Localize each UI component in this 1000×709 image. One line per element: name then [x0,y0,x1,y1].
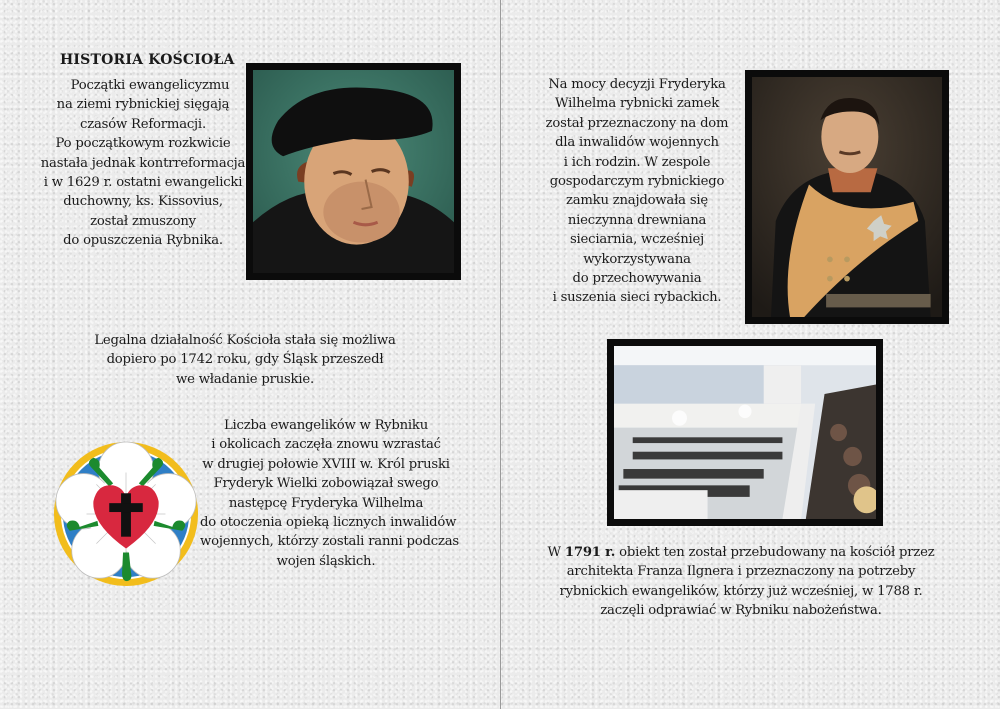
text-line: na ziemi rybnickiej sięgają [56,97,230,113]
text-line: nieczynna drewniana [567,212,707,228]
text-line: czasów Reformacji. [80,116,206,132]
rebuild-paragraph [531,543,951,621]
text-line: duchowny, ks. Kissovius, [63,194,223,210]
text-line: do opuszczenia Rybnika. [63,233,223,249]
right-page [501,0,1000,709]
text-line: w drugiej połowie XVIII w. Król pruski [202,456,450,472]
text-prefix: W [547,545,565,560]
text-line: zaczęli odprawiać w Rybniku nabożeństwa. [600,603,882,619]
decision-paragraph [531,75,743,308]
text-line: dla inwalidów wojennych [555,135,719,151]
section-title: HISTORIA KOŚCIOŁA [60,52,235,68]
text-line: nastała jednak kontrreformacja [40,155,246,171]
text-line: do przechowywania [572,271,702,287]
luther-rose-emblem [52,440,200,588]
text-line: Fryderyk Wielki zobowiązał swego [213,476,439,492]
text-line: architekta Franza Ilgnera i przeznaczony na potrzeby [566,564,916,580]
text-line: rybnickich ewangelików, którzy już wcześniej, w 1788 r. [559,583,923,599]
text-rest: obiekt ten został przebudowany na kościół przez [615,545,935,560]
text-line: gospodarczym rybnickiego [549,174,725,190]
portrait-frederick-william [745,70,949,324]
growth-paragraph [200,416,459,571]
text-line: wojennych, którzy zostali ranni podczas [200,534,459,550]
portrait-luther [246,63,461,280]
text-line: i w 1629 r. ostatni ewangelicki [43,175,243,191]
text-line: zamku znajdowała się [565,193,709,209]
text-line: Po początkowym rozkwicie [55,136,231,152]
text-line: dopiero po 1742 roku, gdy Śląsk przeszedł [106,352,384,368]
portrait-luther-image [253,70,454,273]
text-line: Liczba ewangelików w Rybniku [223,418,428,433]
text-line: wojen śląskich. [276,553,376,569]
text-line: następcę Fryderyka Wilhelma [228,495,424,511]
text-line: do otoczenia opieką licznych inwalidów [200,515,457,531]
portrait-frederick-image [752,77,942,317]
text-line: Początki ewangelicyzmu [70,78,230,93]
text-line: i ich rodzin. W zespole [563,154,711,170]
text-line: Na mocy decyzji Fryderyka [548,77,726,92]
text-line: sieciarnia, wcześniej [569,232,705,248]
text-line [531,543,951,562]
church-interior-photo [607,339,883,526]
year-highlight: 1791 r. [564,545,616,560]
legal-paragraph [90,331,400,389]
text-line: Legalna działalność Kościoła stała się możliwa [94,333,396,348]
text-line: we władanie pruskie. [176,371,314,387]
text-line: został zmuszony [90,213,196,229]
intro-paragraph [38,76,248,251]
text-line: został przeznaczony na dom [545,115,729,131]
text-line: i okolicach zaczęła znowu wzrastać [211,437,441,453]
text-line: Wilhelma rybnicki zamek [554,96,720,112]
text-line: i suszenia sieci rybackich. [552,290,722,306]
text-line: wykorzystywana [583,251,691,267]
luther-rose-icon [52,440,200,588]
church-photo-image [614,346,876,519]
